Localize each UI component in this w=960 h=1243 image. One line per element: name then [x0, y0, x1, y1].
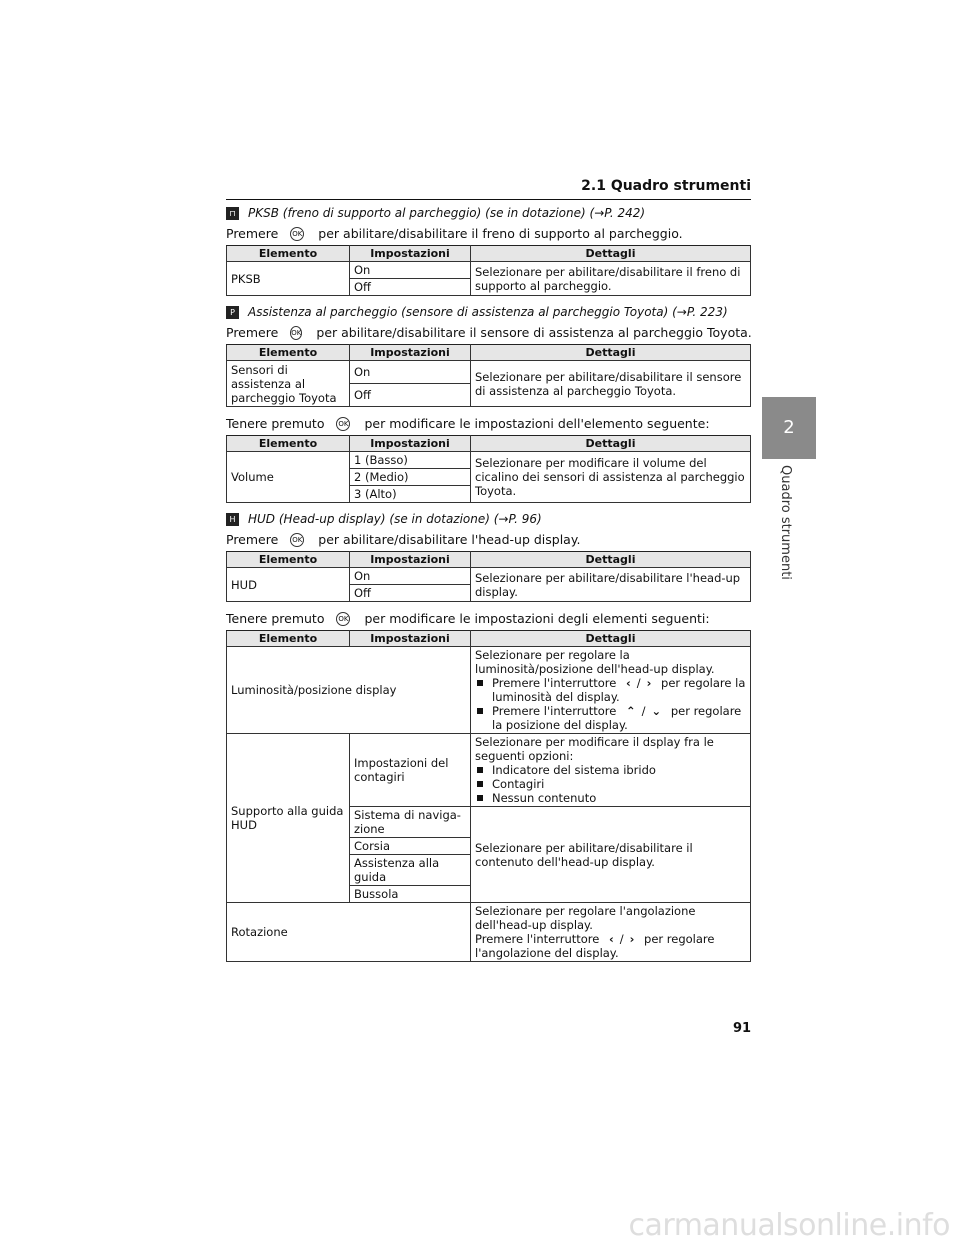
header-title: 2.1 Quadro strumenti: [581, 178, 751, 194]
bullet-pre: Premere l'interruttore: [492, 704, 617, 719]
parking-sensor-icon: P: [226, 306, 239, 319]
instruction-lead: Tenere premuto: [226, 416, 325, 432]
pksb-table: [226, 245, 751, 296]
cell-setting: Corsia: [350, 838, 471, 855]
header-details: Dettagli: [471, 436, 751, 452]
chevron-left-icon: ‹: [609, 932, 614, 947]
instruction: [226, 532, 751, 547]
section-title-text: Assistenza al parcheggio (sensore di assistenza al parcheggio Toyota) (→P. 223): [248, 305, 728, 320]
cell-element: Supporto alla guida HUD: [227, 734, 350, 903]
bullet-item: [475, 704, 746, 732]
header-settings: Impostazioni: [350, 631, 471, 647]
cell-setting: Impostazioni del contagiri: [350, 734, 471, 807]
bullet-square-icon: [477, 708, 483, 714]
details-line: [475, 932, 746, 960]
ok-button-icon: OK: [336, 417, 350, 431]
bullet-item: [475, 791, 746, 805]
instruction: [226, 226, 751, 241]
header-details: Dettagli: [471, 246, 751, 262]
header-details: Dettagli: [471, 552, 751, 568]
cell-setting: 1 (Basso): [350, 452, 471, 469]
bullet-post: per regolare la posizione del display.: [492, 704, 742, 733]
ok-button-icon: OK: [290, 227, 304, 241]
option-text: Contagiri: [492, 777, 545, 792]
instruction-lead: Tenere premuto: [226, 611, 325, 627]
hud-table: [226, 551, 751, 602]
header-settings: Impostazioni: [350, 436, 471, 452]
chapter-number: 2: [783, 417, 795, 438]
bullet-item: [475, 676, 746, 704]
parking-brake-icon: ⊓: [226, 207, 239, 220]
header-element: Elemento: [227, 552, 350, 568]
page-number: 91: [733, 1021, 752, 1036]
slash: /: [619, 932, 624, 947]
hud-items-table: [226, 630, 751, 962]
cell-setting: On: [350, 262, 471, 279]
header-settings: Impostazioni: [350, 552, 471, 568]
instruction-text: per modificare le impostazioni degli elementi seguenti:: [364, 611, 710, 627]
details-intro: Selezionare per modificare il dsplay fra le seguenti opzioni:: [475, 735, 714, 764]
watermark: carmanualsonline.info: [628, 1208, 950, 1243]
cell-setting: Off: [350, 585, 471, 602]
parking-table: [226, 344, 751, 407]
ok-button-icon: OK: [290, 326, 302, 340]
header-element: Elemento: [227, 436, 350, 452]
cell-details: [471, 734, 751, 807]
cell-element: HUD: [227, 568, 350, 602]
header-details: Dettagli: [471, 345, 751, 361]
slash: /: [641, 704, 646, 719]
hold-instruction: [226, 416, 751, 431]
header-details: Dettagli: [471, 631, 751, 647]
chevron-down-icon: ⌄: [651, 704, 662, 719]
hold-instruction: [226, 611, 751, 626]
cell-element: Rotazione: [227, 903, 471, 962]
page-header: [226, 178, 751, 200]
cell-setting: 3 (Alto): [350, 486, 471, 503]
detail-pre: Premere l'interruttore: [475, 932, 600, 947]
section-title-hud: [226, 512, 751, 526]
cell-details: [471, 903, 751, 962]
chapter-label: Quadro strumenti: [778, 465, 793, 580]
header-element: Elemento: [227, 631, 350, 647]
header-settings: Impostazioni: [350, 246, 471, 262]
page-content: [226, 206, 751, 971]
bullet-square-icon: [477, 781, 483, 787]
cell-setting: Assistenza alla guida: [350, 855, 471, 886]
cell-setting: Sistema di naviga-zione: [350, 807, 471, 838]
instruction-text: per abilitare/disabilitare l'head-up display.: [318, 532, 581, 548]
cell-details: [471, 647, 751, 734]
chevron-right-icon: ›: [629, 932, 635, 947]
bullet-item: [475, 777, 746, 791]
instruction-lead: Premere: [226, 226, 279, 241]
cell-setting: Off: [350, 279, 471, 296]
cell-setting: Bussola: [350, 886, 471, 903]
instruction: [226, 325, 751, 340]
chapter-tab: [762, 397, 816, 459]
section-title-pksb: [226, 206, 751, 220]
instruction-text: per abilitare/disabilitare il sensore di assistenza al parcheggio Toyota.: [316, 325, 752, 341]
bullet-square-icon: [477, 795, 483, 801]
instruction-lead: Premere: [226, 532, 279, 548]
cell-setting: Off: [350, 384, 471, 407]
bullet-square-icon: [477, 680, 483, 686]
details-intro: Selezionare per regolare l'angolazione dell'head-up display.: [475, 904, 696, 933]
detail-post: per regolare l'angolazione del display.: [475, 932, 715, 961]
chevron-up-icon: ⌃: [626, 704, 636, 719]
cell-details: Selezionare per abilitare/disabilitare il sensore di assistenza al parcheggio Toyota.: [471, 361, 751, 407]
slash: /: [636, 676, 641, 691]
option-text: Nessun contenuto: [492, 791, 597, 806]
cell-setting: On: [350, 568, 471, 585]
chevron-right-icon: ›: [646, 676, 652, 691]
instruction-text: per modificare le impostazioni dell'elemento seguente:: [364, 416, 710, 432]
bullet-item: [475, 763, 746, 777]
cell-element: Volume: [227, 452, 350, 503]
instruction-lead: Premere: [226, 325, 279, 341]
header-settings: Impostazioni: [350, 345, 471, 361]
cell-setting: 2 (Medio): [350, 469, 471, 486]
option-text: Indicatore del sistema ibrido: [492, 763, 656, 778]
cell-details: Selezionare per abilitare/disabilitare il contenuto dell'head-up display.: [471, 807, 751, 903]
bullet-post: per regolare la luminosità del display.: [492, 676, 746, 705]
cell-element: Sensori di assistenza al parcheggio Toyota: [227, 361, 350, 407]
hud-icon: H: [226, 513, 239, 526]
cell-setting: On: [350, 361, 471, 384]
cell-details: Selezionare per modificare il volume del cicalino dei sensori di assistenza al parcheggio Toyota.: [471, 452, 751, 503]
bullet-square-icon: [477, 767, 483, 773]
chevron-left-icon: ‹: [626, 676, 631, 691]
header-element: Elemento: [227, 246, 350, 262]
volume-table: [226, 435, 751, 503]
section-title-text: PKSB (freno di supporto al parcheggio) (se in dotazione) (→P. 242): [248, 206, 646, 220]
cell-details: Selezionare per abilitare/disabilitare il freno di supporto al parcheggio.: [471, 262, 751, 296]
ok-button-icon: OK: [290, 533, 304, 547]
cell-details: Selezionare per abilitare/disabilitare l'head-up display.: [471, 568, 751, 602]
ok-button-icon: OK: [336, 612, 350, 626]
instruction-text: per abilitare/disabilitare il freno di supporto al parcheggio.: [318, 226, 683, 241]
details-intro: Selezionare per regolare la luminosità/posizione dell'head-up display.: [475, 648, 715, 677]
cell-element: Luminosità/posizione display: [227, 647, 471, 734]
header-element: Elemento: [227, 345, 350, 361]
section-title-text: HUD (Head-up display) (se in dotazione) (→P. 96): [248, 512, 542, 527]
cell-element: PKSB: [227, 262, 350, 296]
section-title-parking: [226, 305, 751, 319]
bullet-pre: Premere l'interruttore: [492, 676, 617, 691]
